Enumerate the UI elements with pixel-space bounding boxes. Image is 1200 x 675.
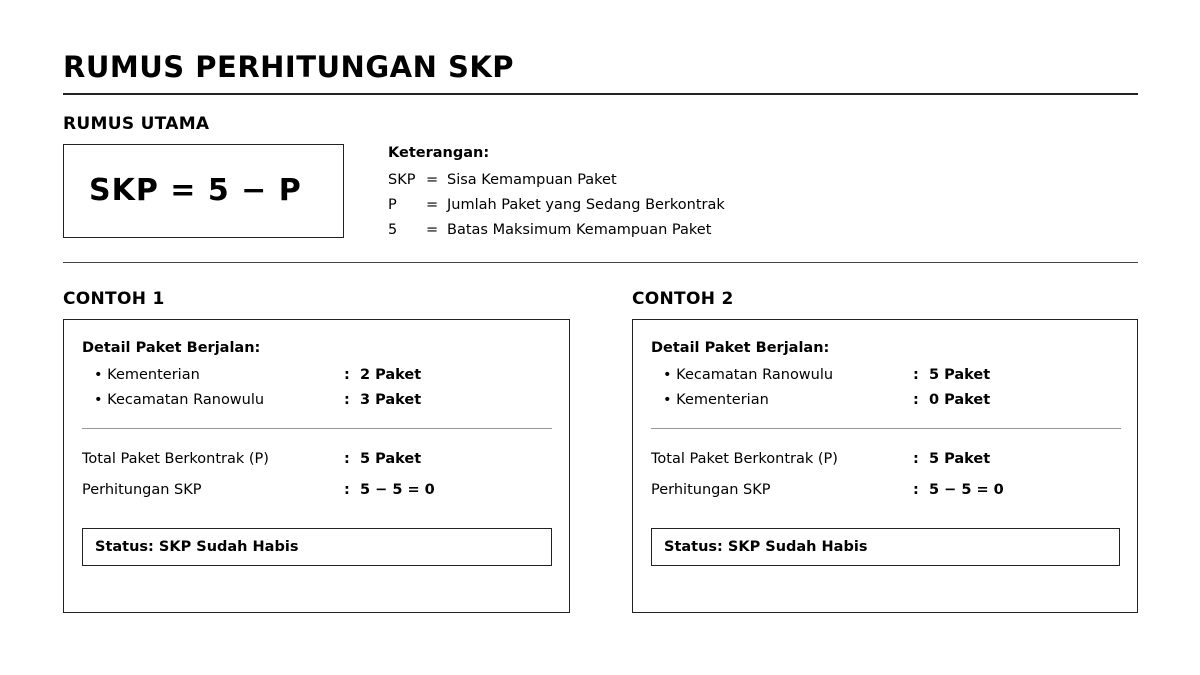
legend-title: Keterangan: <box>388 145 490 161</box>
formula-box <box>63 144 344 238</box>
legend-symbol: P <box>388 197 397 213</box>
example-1-card <box>63 319 570 613</box>
legend-symbol: 5 <box>388 222 398 238</box>
legend-equals: = <box>426 172 439 188</box>
total-value: 5 Paket <box>929 451 991 467</box>
title-divider <box>63 93 1138 95</box>
total-value: 5 Paket <box>360 451 422 467</box>
calculation-label: Perhitungan SKP <box>82 482 202 498</box>
legend-description: Sisa Kemampuan Paket <box>447 172 617 188</box>
package-item-value: 5 Paket <box>929 367 991 383</box>
status-text: Status: SKP Sudah Habis <box>95 539 299 555</box>
package-item-name: • Kecamatan Ranowulu <box>663 367 834 383</box>
legend-description: Batas Maksimum Kemampuan Paket <box>447 222 712 238</box>
total-label: Total Paket Berkontrak (P) <box>651 451 838 467</box>
total-label: Total Paket Berkontrak (P) <box>82 451 269 467</box>
formula-text: SKP = 5 − P <box>89 173 302 208</box>
colon: : <box>344 451 350 467</box>
card-divider <box>651 428 1121 429</box>
colon: : <box>344 392 350 408</box>
legend-equals: = <box>426 222 439 238</box>
calculation-value: 5 − 5 = 0 <box>929 482 1004 498</box>
colon: : <box>913 367 919 383</box>
card-divider <box>82 428 552 429</box>
colon: : <box>913 482 919 498</box>
page-title: RUMUS PERHITUNGAN SKP <box>63 50 515 84</box>
detail-title: Detail Paket Berjalan: <box>82 340 261 356</box>
calculation-value: 5 − 5 = 0 <box>360 482 435 498</box>
status-box <box>82 528 552 566</box>
package-item-value: 0 Paket <box>929 392 991 408</box>
example-2-card <box>632 319 1138 613</box>
example-1-label: CONTOH 1 <box>63 289 165 309</box>
colon: : <box>344 482 350 498</box>
example-2-label: CONTOH 2 <box>632 289 734 309</box>
legend-symbol: SKP <box>388 172 416 188</box>
legend-description: Jumlah Paket yang Sedang Berkontrak <box>447 197 725 213</box>
legend-equals: = <box>426 197 439 213</box>
package-item-name: • Kecamatan Ranowulu <box>94 392 265 408</box>
package-item-name: • Kementerian <box>94 367 200 383</box>
package-item-value: 3 Paket <box>360 392 422 408</box>
colon: : <box>913 451 919 467</box>
status-box <box>651 528 1120 566</box>
status-text: Status: SKP Sudah Habis <box>664 539 868 555</box>
colon: : <box>344 367 350 383</box>
main-formula-label: RUMUS UTAMA <box>63 114 210 134</box>
package-item-value: 2 Paket <box>360 367 422 383</box>
package-item-name: • Kementerian <box>663 392 769 408</box>
calculation-label: Perhitungan SKP <box>651 482 771 498</box>
detail-title: Detail Paket Berjalan: <box>651 340 830 356</box>
section-divider <box>63 262 1138 263</box>
colon: : <box>913 392 919 408</box>
